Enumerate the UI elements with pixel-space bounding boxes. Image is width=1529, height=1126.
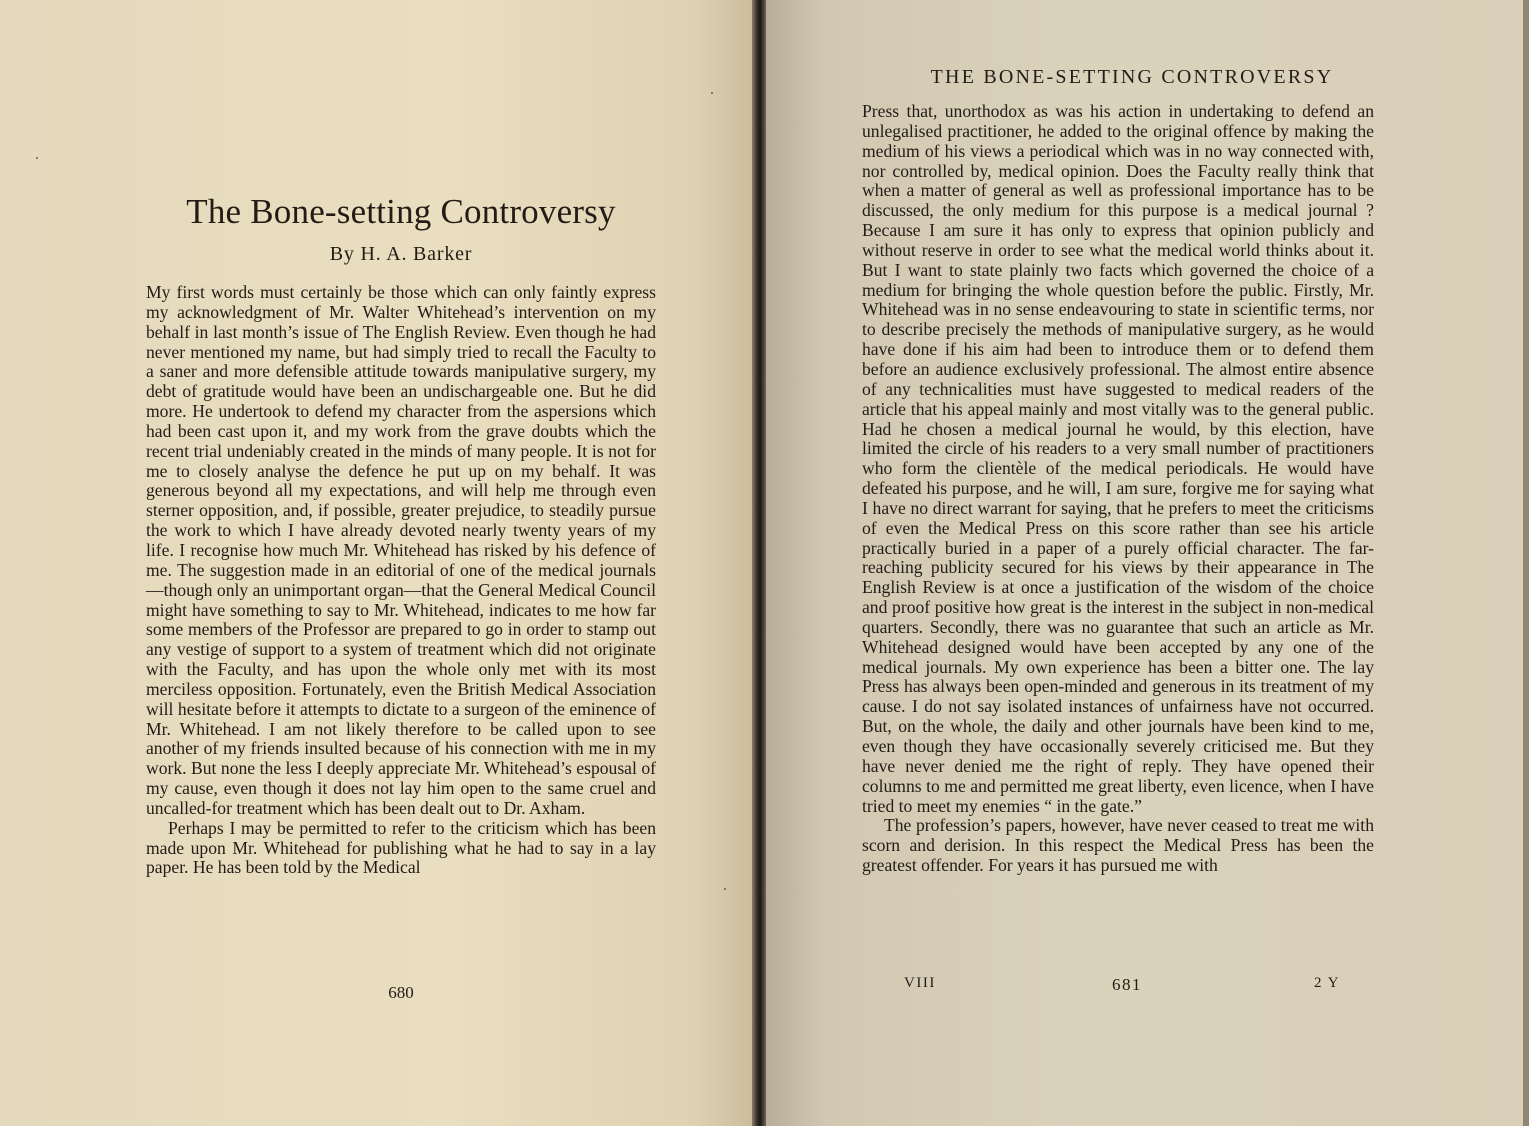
paragraph: Press that, unorthodox as was his action in undertaking to defend an unlegalised practitioner, he added to the original offence by making the medium of his views a periodical which was in no way connected with, nor controlled by, medical opinion. Does the Faculty really think that when a matter of general as well as professional importance has to be discussed, the only medium for this purpose is a medical journal ? Because I am sure it has only to express that opinion publicly and without reserve in order to see what the medical world thinks about it. But I want to state plainly two facts which governed the choice of a medium for bringing the whole question before the public. Firstly, Mr. Whitehead was in no sense endeavouring to state in scientific terms, nor to describe precisely the methods of manipulative surgery, as he would have done if his aim had been to introduce them or to defend them before an audience exclusively professional. The almost entire absence of any technicalities must have suggested to medical readers of the article that his appeal mainly and most vitally was to the general public. Had he chosen a medical journal he would, by this election, have limited the circle of his readers to a very small number of practitioners who form the clientèle of the medical periodicals. He would have defeated his purpose, and he will, I am sure, forgive me for saying what I have no direct warrant for saying, that he prefers to meet the criticisms of even the Medical Press on this score rather than see his article practically buried in a paper of a purely official character. The far-reaching publicity secured for his views by their appearance in The English Review is at once a justification of the wisdom of the choice and proof positive how great is the interest in the subject in non-medical quarters. Secondly, there was no guarantee that such an article as Mr. Whitehead designed would have been accepted by any one of the medical journals. My own experience has been a bitter one. The lay Press has always been open-minded and generous in its treatment of my cause. I do not say isolated instances of unfairness have not occurred. But, on the whole, the daily and other journals have been kind to me, even though they have occasionally severely criticised me. But they have never denied me the right of reply. They have opened their columns to me and permitted me great liberty, even licence, when I have tried to meet my enemies “ in the gate.” [862, 101, 1374, 816]
left-body-text [146, 283, 656, 878]
right-body-text [862, 102, 1374, 876]
signature-mark-right: 2 Y [1314, 975, 1341, 991]
running-head: THE BONE-SETTING CONTROVERSY [930, 66, 1334, 88]
left-page [0, 0, 752, 1126]
page-number-left: 680 [388, 983, 414, 1002]
signature-mark-left: VIII [904, 975, 936, 991]
book-gutter [752, 0, 766, 1126]
page-edge [1523, 0, 1529, 1126]
paragraph: The profession’s papers, however, have never ceased to treat me with scorn and derision. In this respect the Medical Press has been the greatest offender. For years it has pursued me with [862, 815, 1374, 876]
paper-speck [711, 92, 713, 94]
article-title: The Bone-setting Controversy [186, 192, 616, 231]
paper-speck [36, 157, 38, 159]
paper-speck [724, 888, 726, 890]
article-byline: By H. A. Barker [329, 243, 473, 265]
right-page [766, 0, 1529, 1126]
paragraph: My first words must certainly be those which can only faintly express my acknowledgment of Mr. Walter Whitehead’s intervention on my behalf in last month’s issue of The English Review. Even though he had never mentioned my name, but had simply tried to recall the Faculty to a saner and more defensible attitude towards manipulative surgery, my debt of gratitude would have been an undischargeable one. But he did more. He undertook to defend my character from the aspersions which had been cast upon it, and my work from the grave doubts which the recent trial undeniably created in the minds of many people. It is not for me to closely analyse the defence he put up on my behalf. It was generous beyond all my expectations, and will help me through even sterner opposition, and, if possible, greater prejudice, to steadily pursue the work to which I have already devoted nearly twenty years of my life. I recognise how much Mr. Whitehead has risked by his defence of me. The suggestion made in an editorial of one of the medical journals—though only an unimportant organ—that the General Medical Council might have something to say to Mr. Whitehead, indicates to me how far some members of the Professor are prepared to go in order to stamp out any vestige of support to a system of treatment which did not originate with the Faculty, and has upon the whole only met with its most merciless opposition. Fortunately, even the British Medical Association will hesitate before it attempts to dictate to a surgeon of the eminence of Mr. Whitehead. I am not likely therefore to be called upon to see another of my friends insulted because of his connection with me in my work. But none the less I deeply appreciate Mr. Whitehead’s espousal of my cause, even though it does not lay him open to the same cruel and uncalled-for treatment which has been dealt out to Dr. Axham. [146, 282, 656, 818]
paragraph: Perhaps I may be permitted to refer to the criticism which has been made upon Mr. Whitehead for publishing what he had to say in a lay paper. He has been told by the Medical [146, 817, 656, 878]
page-number-right: 681 [1112, 975, 1142, 994]
